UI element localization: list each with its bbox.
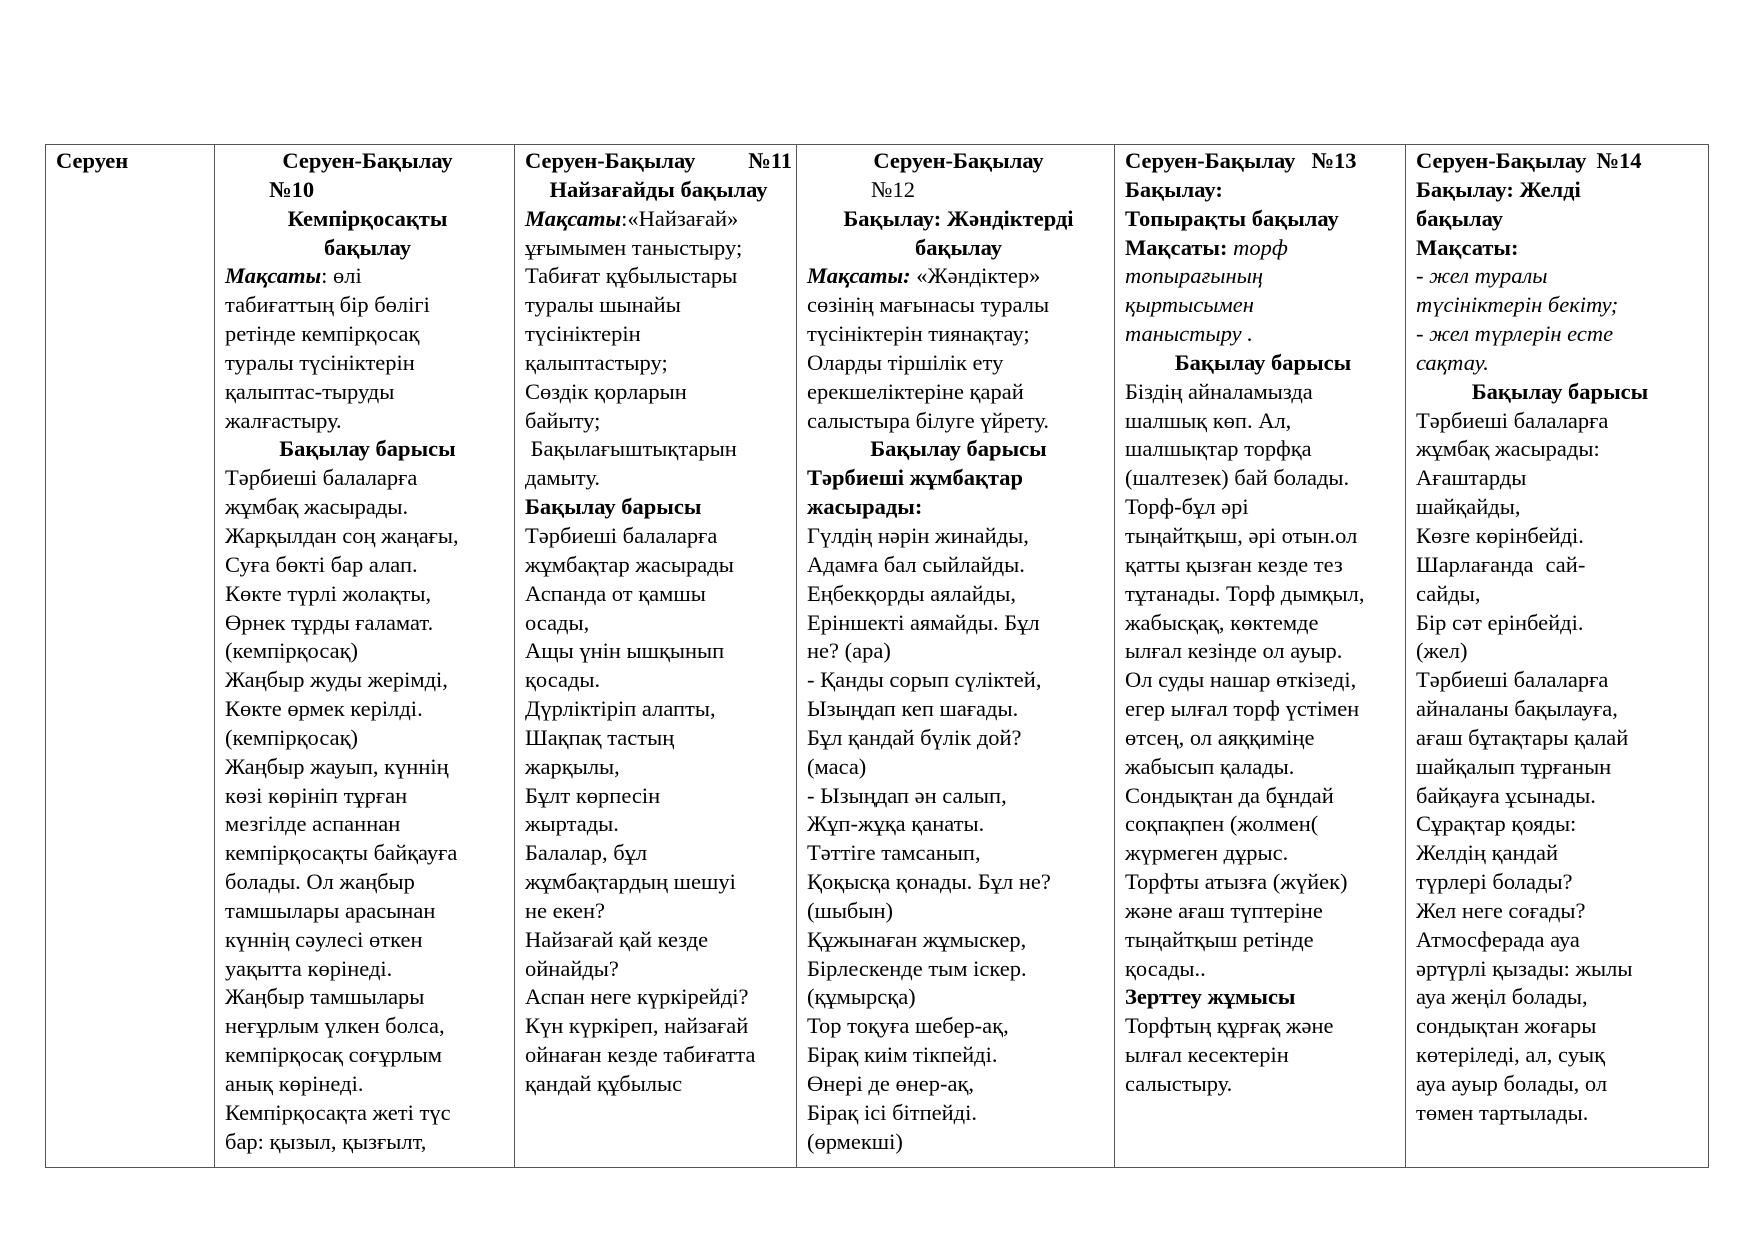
text-line: сөзінің мағынасы туралы (807, 292, 1050, 318)
text-line: Жұп-жұқа қанаты. (807, 811, 985, 837)
observation-14-header (1416, 147, 1704, 176)
text-line: салыстыру. (1125, 1071, 1233, 1096)
text-line: Күн күркіреп, найзағай (525, 1013, 749, 1039)
observation-11-number: №11 (748, 148, 792, 173)
text-line: Ызыңдап кеп шағады. (807, 696, 1019, 722)
text-line: Құжынаған жұмыскер, (807, 926, 1027, 952)
text-line: Бірлескенде тым іскер. (807, 955, 1027, 981)
text-line: Оларды тіршілік ету (807, 349, 1004, 375)
text-line: ретінде кемпірқосақ (225, 321, 420, 347)
text-line: байыту; (525, 407, 601, 433)
text-line: ағаш бұтақтары қалай (1416, 724, 1629, 750)
text-line: түрлері болады? (1416, 869, 1573, 895)
text-line: Көзге көрінбейді. (1416, 522, 1584, 548)
goal-text: :«Найзағай» (621, 205, 739, 231)
walk-observation-table (45, 144, 1709, 1168)
text-line: неғұрлым үлкен болса, (225, 1013, 445, 1039)
text-line: бар: қызыл, қызғылт, (225, 1128, 427, 1154)
text-line: жабысқақ, көктемде (1125, 609, 1319, 635)
observation-14-title: Бақылау: Желді (1416, 176, 1581, 202)
text-line: Тәрбиеші балаларға (525, 522, 718, 548)
text-line: Ащы үнін ышқынып (525, 638, 725, 664)
text-line: Тор тоқуға шебер-ақ, (807, 1013, 1009, 1039)
riddles-heading: Тәрбиеші жұмбақтар (807, 465, 1024, 491)
text-line: қалыптас-тыруды (225, 378, 395, 404)
text-line: не? (ара) (807, 638, 891, 664)
observation-11-cell (515, 145, 797, 1168)
text-line: топырағының (1125, 263, 1264, 289)
text-line: сайды, (1416, 580, 1481, 606)
text-line: ерекшеліктеріне қарай (807, 378, 1024, 404)
text-line: жұмбақ жасырады. (225, 494, 409, 520)
observation-10-number: №10 (269, 176, 315, 202)
text-line: шалшық көп. Ал, (1125, 407, 1292, 433)
goal-text: сақтау. (1416, 349, 1489, 375)
observation-13-cell (1115, 145, 1406, 1168)
text-line: қалыптастыру; (525, 349, 668, 375)
text-line: және ағаш түптеріне (1125, 897, 1323, 923)
text-line: Жарқылдан соң жаңағы, (225, 522, 459, 548)
goal-label: Мақсаты: (1125, 234, 1228, 260)
text-line: қандай құбылыс (525, 1071, 683, 1096)
text-line: төмен тартылады. (1416, 1099, 1589, 1125)
text-line: Тәрбиеші балаларға (1416, 407, 1609, 433)
observation-13-header (1125, 147, 1401, 176)
observation-10-title: Кемпірқосақты (287, 205, 448, 231)
text-line: дамыту. (525, 465, 600, 491)
text-line: Торфты атызға (жүйек) (1125, 869, 1348, 895)
text-line: туралы түсініктерін (225, 349, 415, 375)
text-line: тыңайтқыш ретінде (1125, 926, 1314, 952)
observation-10-header: Серуен-Бақылау (282, 148, 453, 173)
text-line: кемпірқосақты байқауға (225, 840, 458, 866)
text-line: қосады. (525, 667, 601, 693)
goal-text: түсініктерін бекіту; (1416, 292, 1619, 318)
text-line: жұмбақтар жасырады (525, 551, 734, 577)
observation-14-cell (1406, 145, 1709, 1168)
text-line: қосады.. (1125, 955, 1206, 981)
observation-10-goal (225, 262, 510, 291)
text-line: осады, (525, 609, 590, 635)
table-row (46, 145, 1709, 1168)
text-line: ылғал кесектерін (1125, 1042, 1289, 1068)
observation-13-header-label: Серуен-Бақылау (1125, 148, 1296, 173)
observation-progress-heading: Бақылау барысы (525, 494, 702, 520)
text-line: таныстыру . (1125, 321, 1253, 347)
text-line: қатты қызған кезде тез (1125, 551, 1343, 577)
text-fragment: Шарлағанда (1416, 551, 1534, 577)
observation-12-title: бақылау (914, 234, 1002, 260)
text-line: ауа жеңіл болады, (1416, 984, 1588, 1010)
observation-11-header (525, 147, 792, 176)
text-line: ойнаған кезде табиғатта (525, 1042, 756, 1068)
observation-13-goal (1125, 234, 1401, 263)
text-line: Бір сәт ерінбейді. (1416, 609, 1584, 635)
text-line: қыртысымен (1125, 292, 1254, 318)
text-line: Тәрбиеші балаларға (225, 465, 418, 491)
text-line: мезгілде аспаннан (225, 811, 401, 837)
text-line: (өрмекші) (807, 1128, 903, 1154)
text-line: Желдің қандай (1416, 840, 1559, 866)
text-line: болады. Ол жаңбыр (225, 869, 415, 895)
text-line: көзі көрініп тұрған (225, 782, 408, 808)
text-line: түсініктерін тиянақтау; (807, 321, 1030, 347)
text-line: - Қанды сорып сүліктей, (807, 667, 1042, 693)
observation-11-title: Найзағайды бақылау (549, 176, 768, 202)
text-line: өтсең, ол аяққиміңе (1125, 724, 1315, 750)
text-line: Табиғат құбылыстары (525, 263, 738, 289)
text-line: ауа ауыр болады, ол (1416, 1071, 1608, 1096)
text-line: Ол суды нашар өткізеді, (1125, 667, 1357, 693)
text-line: Еңбекқорды аялайды, (807, 580, 1016, 606)
row-label: Серуен (56, 148, 129, 173)
text-line: Торф-бұл әрі (1125, 494, 1249, 520)
observation-14-title: бақылау (1416, 205, 1504, 231)
text-line: табиғаттың бір бөлігі (225, 292, 430, 318)
text-line: тұтанады. Торф дымқыл, (1125, 580, 1365, 606)
text-line: жыртады. (525, 811, 619, 837)
goal-text: - жел түрлерін есте (1416, 321, 1614, 347)
text-line: Найзағай қай кезде (525, 926, 709, 952)
text-line: Өрнек тұрды ғаламат. (225, 609, 434, 635)
text-line: - Ызыңдап ән салып, (807, 782, 1007, 808)
goal-text: - жел туралы (1416, 263, 1548, 289)
text-line: ұғымымен таныстыру; (525, 234, 743, 260)
text-line: әртүрлі қызады: жылы (1416, 955, 1633, 981)
text-line: Өнері де өнер-ақ, (807, 1071, 975, 1096)
text-line: Бұлт көрпесін (525, 782, 661, 808)
observation-progress-heading: Бақылау барысы (1174, 349, 1352, 375)
text-line: шалшықтар торфқа (1125, 436, 1312, 462)
text-line: Сөздік қорларын (525, 378, 687, 404)
text-line: Еріншекті аямайды. Бұл (807, 609, 1040, 635)
text-line: туралы шынайы (525, 292, 681, 318)
text-line: айналаны бақылауға, (1416, 696, 1618, 722)
text-line (1416, 551, 1704, 580)
text-line: анық көрінеді. (225, 1071, 364, 1096)
text-line: Жаңбыр тамшылары (225, 984, 425, 1010)
text-line: Ағаштарды (1416, 465, 1527, 491)
text-line: (кемпірқосақ) (225, 638, 359, 664)
text-line: Шақпақ тастың (525, 724, 675, 750)
text-line: (шалтезек) бай болады. (1125, 465, 1350, 491)
text-line: тамшылары арасынан (225, 897, 436, 923)
text-line: жұмбақ жасырады: (1416, 436, 1600, 462)
observation-13-title: Топырақты бақылау (1125, 205, 1339, 231)
text-line: Көкте түрлі жолақты, (225, 580, 432, 606)
text-line: (кемпірқосақ) (225, 724, 359, 750)
research-heading: Зерттеу жұмысы (1125, 984, 1296, 1010)
text-line: Суға бөкті бар алап. (225, 551, 418, 577)
text-line: шайқайды, (1416, 494, 1521, 520)
observation-12-cell (797, 145, 1115, 1168)
text-line: Көкте өрмек керілді. (225, 696, 423, 722)
text-line: Аспанда от қамшы (525, 580, 706, 606)
text-line: Жаңбыр жуды жерімді, (225, 667, 448, 693)
text-line: жүрмеген дұрыс. (1125, 840, 1289, 866)
text-line: Жаңбыр жауып, күннің (225, 753, 449, 779)
text-line: соқпақпен (жолмен( (1125, 811, 1319, 837)
observation-13-number: №13 (1311, 148, 1357, 173)
observation-10-title: бақылау (323, 234, 411, 260)
text-line: Гүлдің нәрін жинайды, (807, 522, 1029, 548)
text-line: Тәрбиеші балаларға (1416, 667, 1609, 693)
observation-11-header-label: Серуен-Бақылау (525, 148, 696, 173)
goal-text: торф (1227, 234, 1288, 260)
observation-progress-heading: Бақылау барысы (1471, 378, 1649, 404)
goal-label: Мақсаты: (1416, 234, 1519, 260)
text-line: Бірақ киім тікпейді. (807, 1042, 998, 1068)
text-line: салыстыра білуге үйрету. (807, 407, 1049, 433)
text-line: түсініктерін (525, 321, 641, 347)
text-line: егер ылғал торф үстімен (1125, 696, 1360, 722)
observation-12-goal (807, 262, 1110, 291)
text-line: күннің сәулесі өткен (225, 926, 423, 952)
text-line: Сондықтан да бұндай (1125, 782, 1334, 808)
text-fragment: сай- (1545, 551, 1586, 577)
text-line: жарқылы, (525, 753, 620, 779)
text-line: сондықтан жоғары (1416, 1013, 1597, 1039)
observation-14-number: №14 (1596, 148, 1642, 173)
text-line: жұмбақтардың шешуі (525, 869, 736, 895)
observation-11-goal (525, 205, 792, 234)
text-line: Қоқысқа қонады. Бұл не? (807, 869, 1051, 895)
goal-text: : өлі (321, 263, 362, 289)
observation-progress-heading: Бақылау барысы (870, 436, 1047, 462)
row-label-cell (46, 145, 215, 1168)
text-line: ойнайды? (525, 955, 619, 981)
observation-10-cell (215, 145, 515, 1168)
observation-14-header-label: Серуен-Бақылау (1416, 148, 1587, 173)
text-line: Бірақ ісі бітпейді. (807, 1099, 978, 1125)
text-line: Адамға бал сыйлайды. (807, 551, 1025, 577)
text-line: шайқалып тұрғанын (1416, 753, 1612, 779)
text-line: жабысып қалады. (1125, 753, 1295, 779)
goal-text: «Жәндіктер» (910, 263, 1041, 289)
text-line: Атмосферада ауа (1416, 926, 1580, 952)
text-line: тыңайтқыш, әрі отын.ол (1125, 522, 1358, 548)
text-line: (құмырсқа) (807, 984, 916, 1010)
observation-12-title: Бақылау: Жәндіктерді (843, 205, 1074, 231)
goal-label: Мақсаты (525, 205, 622, 231)
text-line: (маса) (807, 753, 867, 779)
text-line: Біздің айналамызда (1125, 378, 1313, 404)
text-line: Бұл қандай бүлік дой? (807, 724, 1022, 750)
text-line: көтеріледі, ал, суық (1416, 1042, 1606, 1068)
observation-12-number: №12 (871, 176, 915, 202)
text-line: (шыбын) (807, 897, 894, 923)
text-line: ылғал кезінде ол ауыр. (1125, 638, 1343, 664)
text-line: Дүрліктіріп алапты, (525, 696, 716, 722)
text-line: Бақылағыштықтарын (525, 436, 737, 462)
observation-progress-heading: Бақылау барысы (279, 436, 456, 462)
observation-12-header: Серуен-Бақылау (873, 148, 1044, 173)
goal-label: Мақсаты: (807, 263, 911, 289)
text-line: байқауға ұсынады. (1416, 782, 1596, 808)
text-line: Кемпірқосақта жеті түс (225, 1099, 451, 1125)
text-line: (жел) (1416, 638, 1468, 664)
observation-13-title: Бақылау: (1125, 176, 1223, 202)
text-line: Тәттіге тамсанып, (807, 840, 981, 866)
text-line: уақытта көрінеді. (225, 955, 393, 981)
goal-label: Мақсаты (225, 263, 322, 289)
text-line: жалғастыру. (225, 407, 342, 433)
text-line: не екен? (525, 897, 606, 923)
text-line: Сұрақтар қояды: (1416, 811, 1577, 837)
text-line: Торфтың құрғақ және (1125, 1013, 1334, 1039)
text-line: Балалар, бұл (525, 840, 648, 866)
text-line: кемпірқосақ соғұрлым (225, 1042, 442, 1068)
text-line: Жел неге соғады? (1416, 897, 1586, 923)
riddles-heading: жасырады: (807, 494, 923, 520)
text-line: Аспан неге күркірейді? (525, 984, 749, 1010)
